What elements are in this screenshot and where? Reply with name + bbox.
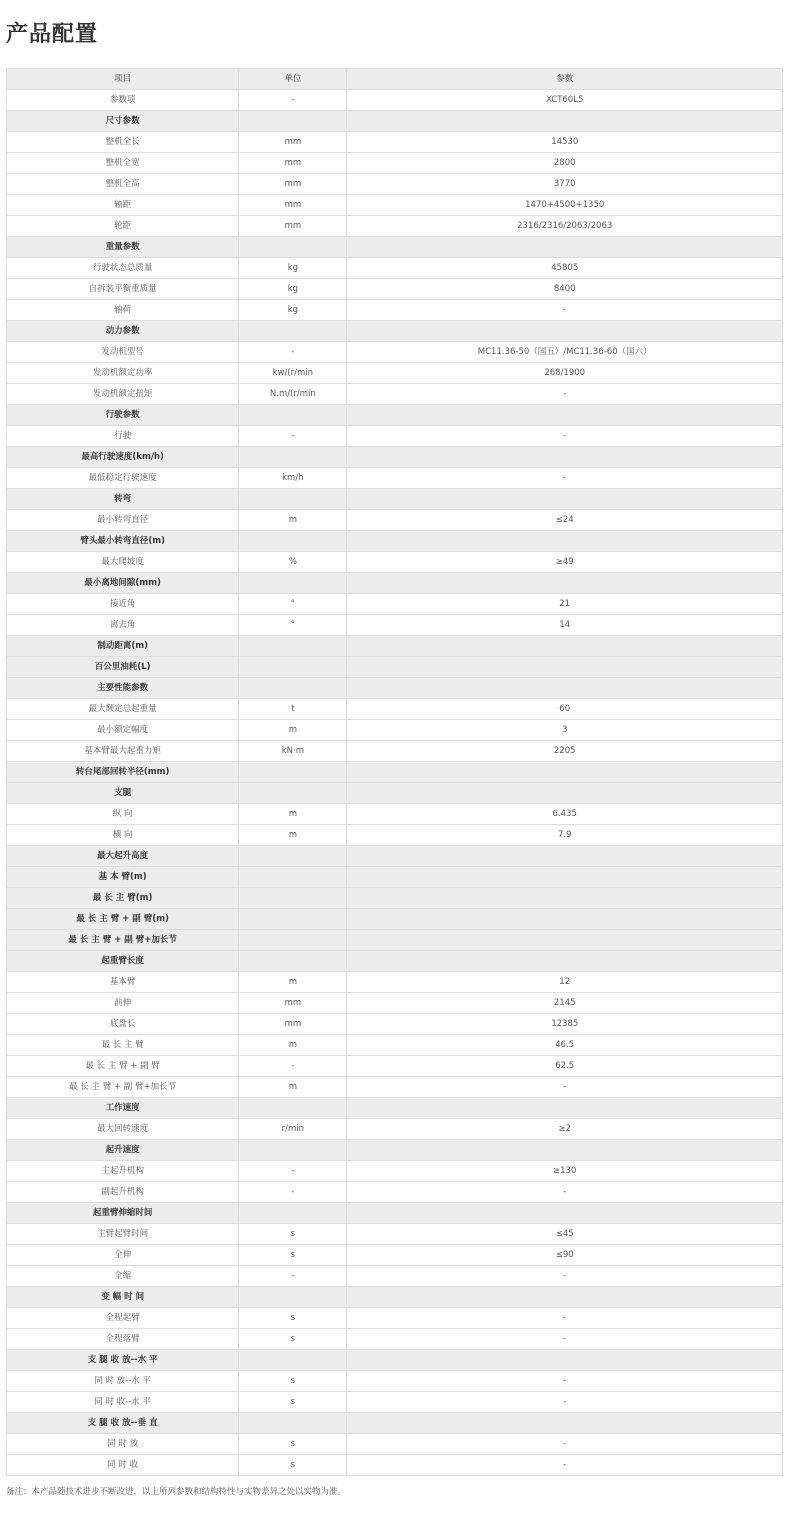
row-name-cell: 轴荷 xyxy=(7,300,239,321)
row-value-cell: 268/1900 xyxy=(347,363,783,384)
row-name-cell: 起重臂长度 xyxy=(7,951,239,972)
row-name-cell: 最大回转速度 xyxy=(7,1119,239,1140)
row-name-cell: 同 时 收 xyxy=(7,1455,239,1476)
row-unit-cell: s xyxy=(239,1329,347,1350)
section-row xyxy=(7,846,783,867)
row-value-cell: 8400 xyxy=(347,279,783,300)
section-row xyxy=(7,111,783,132)
row-value-cell xyxy=(347,1350,783,1371)
row-value-cell xyxy=(347,678,783,699)
row-unit-cell xyxy=(239,888,347,909)
row-unit-cell: m xyxy=(239,510,347,531)
table-row xyxy=(7,720,783,741)
table-row xyxy=(7,615,783,636)
row-value-cell: - xyxy=(347,1455,783,1476)
row-value-cell: ≤45 xyxy=(347,1224,783,1245)
row-value-cell: - xyxy=(347,300,783,321)
row-value-cell: - xyxy=(347,1329,783,1350)
row-value-cell: XCT60L5 xyxy=(347,90,783,111)
header-item: 项目 xyxy=(7,69,239,90)
row-name-cell: 最 长 主 臂 + 副 臂+加长节 xyxy=(7,1077,239,1098)
section-row xyxy=(7,888,783,909)
row-name-cell: 同 时 放--水 平 xyxy=(7,1371,239,1392)
row-value-cell xyxy=(347,447,783,468)
page-title: 产品配置 xyxy=(6,22,99,47)
row-unit-cell: t xyxy=(239,699,347,720)
header-value: 参数 xyxy=(347,69,783,90)
row-unit-cell: ° xyxy=(239,615,347,636)
spec-table-body xyxy=(7,69,783,1476)
row-value-cell xyxy=(347,489,783,510)
table-row xyxy=(7,1119,783,1140)
row-name-cell: 行驶 xyxy=(7,426,239,447)
row-unit-cell: - xyxy=(239,342,347,363)
row-unit-cell: mm xyxy=(239,1014,347,1035)
row-value-cell: ≤90 xyxy=(347,1245,783,1266)
row-name-cell: 全程起臂 xyxy=(7,1308,239,1329)
row-value-cell: ≤24 xyxy=(347,510,783,531)
table-row xyxy=(7,258,783,279)
row-unit-cell xyxy=(239,531,347,552)
row-name-cell: 副起升机构 xyxy=(7,1182,239,1203)
row-name-cell: 最高行驶速度(km/h) xyxy=(7,447,239,468)
row-name-cell: 基 本 臂(m) xyxy=(7,867,239,888)
row-name-cell: 主起升机构 xyxy=(7,1161,239,1182)
row-unit-cell xyxy=(239,657,347,678)
row-unit-cell xyxy=(239,867,347,888)
row-name-cell: 转弯 xyxy=(7,489,239,510)
row-value-cell xyxy=(347,636,783,657)
row-value-cell: MC11.36-50（国五）/MC11.36-60（国六） xyxy=(347,342,783,363)
row-unit-cell: s xyxy=(239,1308,347,1329)
table-row xyxy=(7,993,783,1014)
row-name-cell: 制动距离(m) xyxy=(7,636,239,657)
table-row xyxy=(7,699,783,720)
table-row xyxy=(7,1077,783,1098)
section-row xyxy=(7,405,783,426)
table-row xyxy=(7,1392,783,1413)
row-name-cell: 前伸 xyxy=(7,993,239,1014)
row-name-cell: 基本臂最大起重力矩 xyxy=(7,741,239,762)
row-unit-cell xyxy=(239,237,347,258)
table-row xyxy=(7,804,783,825)
row-name-cell: 发动机型号 xyxy=(7,342,239,363)
section-row xyxy=(7,951,783,972)
row-value-cell: - xyxy=(347,1392,783,1413)
table-row xyxy=(7,1308,783,1329)
table-row xyxy=(7,153,783,174)
row-value-cell: ≥130 xyxy=(347,1161,783,1182)
table-row xyxy=(7,174,783,195)
row-name-cell: 全缩 xyxy=(7,1266,239,1287)
row-name-cell: 整机全高 xyxy=(7,174,239,195)
row-unit-cell: s xyxy=(239,1245,347,1266)
table-row xyxy=(7,1182,783,1203)
row-unit-cell: s xyxy=(239,1371,347,1392)
table-row xyxy=(7,1245,783,1266)
row-value-cell xyxy=(347,531,783,552)
row-name-cell: 起升速度 xyxy=(7,1140,239,1161)
footnote: 备注：本产品随技术进步不断改进，以上所列参数和结构特性与实物差异之处以实物为准。 xyxy=(6,1487,347,1497)
row-name-cell: 参数项 xyxy=(7,90,239,111)
row-name-cell: 最小转弯直径 xyxy=(7,510,239,531)
row-value-cell: 12 xyxy=(347,972,783,993)
row-name-cell: 最大爬坡度 xyxy=(7,552,239,573)
section-row xyxy=(7,1413,783,1434)
row-value-cell: - xyxy=(347,426,783,447)
row-name-cell: 同 时 放 xyxy=(7,1434,239,1455)
row-value-cell: 6.435 xyxy=(347,804,783,825)
row-value-cell: 21 xyxy=(347,594,783,615)
row-name-cell: 整机全长 xyxy=(7,132,239,153)
row-value-cell: 2145 xyxy=(347,993,783,1014)
row-value-cell: - xyxy=(347,1371,783,1392)
row-value-cell xyxy=(347,867,783,888)
table-row xyxy=(7,825,783,846)
row-value-cell: 46.5 xyxy=(347,1035,783,1056)
table-row xyxy=(7,216,783,237)
row-value-cell xyxy=(347,762,783,783)
table-row xyxy=(7,132,783,153)
row-name-cell: 最 长 主 臂 + 副 臂(m) xyxy=(7,909,239,930)
row-unit-cell xyxy=(239,489,347,510)
row-unit-cell: mm xyxy=(239,216,347,237)
row-unit-cell: s xyxy=(239,1434,347,1455)
row-name-cell: 最大额定总起重量 xyxy=(7,699,239,720)
table-row xyxy=(7,426,783,447)
row-value-cell xyxy=(347,237,783,258)
section-row xyxy=(7,636,783,657)
row-unit-cell xyxy=(239,1350,347,1371)
section-row xyxy=(7,762,783,783)
row-value-cell: - xyxy=(347,384,783,405)
row-value-cell: - xyxy=(347,468,783,489)
row-unit-cell: % xyxy=(239,552,347,573)
section-row xyxy=(7,489,783,510)
section-row xyxy=(7,1287,783,1308)
section-row xyxy=(7,321,783,342)
row-unit-cell xyxy=(239,1140,347,1161)
row-name-cell: 转台尾部回转半径(mm) xyxy=(7,762,239,783)
row-value-cell: 60 xyxy=(347,699,783,720)
row-unit-cell: mm xyxy=(239,174,347,195)
row-name-cell: 最小额定幅度 xyxy=(7,720,239,741)
row-name-cell: 起重臂伸缩时间 xyxy=(7,1203,239,1224)
row-unit-cell: - xyxy=(239,90,347,111)
row-name-cell: 主臂起臂时间 xyxy=(7,1224,239,1245)
row-value-cell xyxy=(347,1140,783,1161)
table-row xyxy=(7,1035,783,1056)
row-unit-cell xyxy=(239,1203,347,1224)
row-value-cell xyxy=(347,405,783,426)
section-row xyxy=(7,678,783,699)
row-value-cell xyxy=(347,1287,783,1308)
section-row xyxy=(7,1098,783,1119)
row-unit-cell: m xyxy=(239,720,347,741)
row-unit-cell: kg xyxy=(239,279,347,300)
section-row xyxy=(7,1203,783,1224)
row-name-cell: 底盘长 xyxy=(7,1014,239,1035)
row-value-cell: 1470+4500+1350 xyxy=(347,195,783,216)
row-unit-cell: m xyxy=(239,825,347,846)
row-name-cell: 整机全宽 xyxy=(7,153,239,174)
header-unit: 单位 xyxy=(239,69,347,90)
row-name-cell: 轴距 xyxy=(7,195,239,216)
table-row xyxy=(7,1224,783,1245)
row-value-cell xyxy=(347,1203,783,1224)
table-row xyxy=(7,552,783,573)
row-name-cell: 全程落臂 xyxy=(7,1329,239,1350)
row-name-cell: 轮距 xyxy=(7,216,239,237)
row-name-cell: 横 向 xyxy=(7,825,239,846)
table-row xyxy=(7,972,783,993)
row-unit-cell: s xyxy=(239,1455,347,1476)
row-unit-cell xyxy=(239,405,347,426)
row-name-cell: 支 腿 收 放--垂 直 xyxy=(7,1413,239,1434)
row-name-cell: 最大起升高度 xyxy=(7,846,239,867)
row-unit-cell: m xyxy=(239,1035,347,1056)
row-unit-cell: mm xyxy=(239,132,347,153)
row-value-cell xyxy=(347,888,783,909)
row-name-cell: 发动机额定功率 xyxy=(7,363,239,384)
table-row xyxy=(7,195,783,216)
row-value-cell xyxy=(347,321,783,342)
spec-table xyxy=(6,68,783,1476)
row-name-cell: 接近角 xyxy=(7,594,239,615)
section-row xyxy=(7,657,783,678)
row-unit-cell: s xyxy=(239,1392,347,1413)
row-value-cell xyxy=(347,1098,783,1119)
row-unit-cell: km/h xyxy=(239,468,347,489)
row-value-cell: - xyxy=(347,1077,783,1098)
table-row xyxy=(7,468,783,489)
row-name-cell: 最 长 主 臂 + 副 臂 xyxy=(7,1056,239,1077)
section-row xyxy=(7,930,783,951)
table-row xyxy=(7,90,783,111)
row-unit-cell xyxy=(239,909,347,930)
table-row xyxy=(7,384,783,405)
row-unit-cell xyxy=(239,636,347,657)
row-name-cell: 动力参数 xyxy=(7,321,239,342)
table-row xyxy=(7,1161,783,1182)
row-name-cell: 行驶状态总质量 xyxy=(7,258,239,279)
row-value-cell xyxy=(347,930,783,951)
row-value-cell xyxy=(347,1413,783,1434)
row-unit-cell: - xyxy=(239,1056,347,1077)
table-row xyxy=(7,1056,783,1077)
row-value-cell: 62.5 xyxy=(347,1056,783,1077)
section-row xyxy=(7,1140,783,1161)
section-row xyxy=(7,237,783,258)
row-value-cell: 3 xyxy=(347,720,783,741)
row-unit-cell xyxy=(239,1287,347,1308)
row-unit-cell: - xyxy=(239,1266,347,1287)
row-unit-cell: mm xyxy=(239,993,347,1014)
row-value-cell: 2205 xyxy=(347,741,783,762)
row-unit-cell xyxy=(239,783,347,804)
row-name-cell: 支腿 xyxy=(7,783,239,804)
row-value-cell: 14530 xyxy=(347,132,783,153)
row-name-cell: 最 长 主 臂(m) xyxy=(7,888,239,909)
row-unit-cell: mm xyxy=(239,195,347,216)
row-unit-cell: m xyxy=(239,804,347,825)
row-unit-cell: kg xyxy=(239,300,347,321)
row-value-cell: 7.9 xyxy=(347,825,783,846)
row-name-cell: 基本臂 xyxy=(7,972,239,993)
section-row xyxy=(7,531,783,552)
table-row xyxy=(7,363,783,384)
row-name-cell: 工作速度 xyxy=(7,1098,239,1119)
row-name-cell: 最 长 主 臂 xyxy=(7,1035,239,1056)
section-row xyxy=(7,783,783,804)
row-unit-cell xyxy=(239,762,347,783)
table-row xyxy=(7,279,783,300)
row-value-cell: 3770 xyxy=(347,174,783,195)
row-unit-cell: kN·m xyxy=(239,741,347,762)
row-unit-cell: mm xyxy=(239,153,347,174)
row-unit-cell xyxy=(239,447,347,468)
table-row xyxy=(7,1266,783,1287)
table-header-row xyxy=(7,69,783,90)
row-unit-cell xyxy=(239,846,347,867)
row-name-cell: 发动机额定扭矩 xyxy=(7,384,239,405)
row-name-cell: 纵 向 xyxy=(7,804,239,825)
row-value-cell xyxy=(347,909,783,930)
row-unit-cell xyxy=(239,1098,347,1119)
row-unit-cell: r/min xyxy=(239,1119,347,1140)
table-row xyxy=(7,1455,783,1476)
row-unit-cell: - xyxy=(239,426,347,447)
row-unit-cell xyxy=(239,1413,347,1434)
row-value-cell: - xyxy=(347,1308,783,1329)
row-name-cell: 百公里油耗(L) xyxy=(7,657,239,678)
row-unit-cell: - xyxy=(239,1182,347,1203)
table-row xyxy=(7,741,783,762)
table-row xyxy=(7,1434,783,1455)
row-value-cell: ≥49 xyxy=(347,552,783,573)
row-value-cell xyxy=(347,657,783,678)
section-row xyxy=(7,1350,783,1371)
section-row xyxy=(7,573,783,594)
row-value-cell: ≥2 xyxy=(347,1119,783,1140)
row-unit-cell: s xyxy=(239,1224,347,1245)
row-name-cell: 全伸 xyxy=(7,1245,239,1266)
row-unit-cell: m xyxy=(239,972,347,993)
row-name-cell: 重量参数 xyxy=(7,237,239,258)
row-name-cell: 自拆装平衡重质量 xyxy=(7,279,239,300)
row-value-cell: - xyxy=(347,1182,783,1203)
section-row xyxy=(7,447,783,468)
table-row xyxy=(7,594,783,615)
row-unit-cell: m xyxy=(239,1077,347,1098)
row-name-cell: 最低稳定行驶速度 xyxy=(7,468,239,489)
row-name-cell: 主要性能参数 xyxy=(7,678,239,699)
table-row xyxy=(7,300,783,321)
row-value-cell: 45805 xyxy=(347,258,783,279)
row-unit-cell xyxy=(239,930,347,951)
row-name-cell: 最小离地间隙(mm) xyxy=(7,573,239,594)
table-row xyxy=(7,510,783,531)
row-unit-cell: kw/(r/min xyxy=(239,363,347,384)
row-value-cell: 12385 xyxy=(347,1014,783,1035)
row-value-cell: 14 xyxy=(347,615,783,636)
row-value-cell: 2800 xyxy=(347,153,783,174)
row-value-cell: 2316/2316/2063/2063 xyxy=(347,216,783,237)
row-unit-cell: - xyxy=(239,1161,347,1182)
row-name-cell: 离去角 xyxy=(7,615,239,636)
table-row xyxy=(7,1371,783,1392)
table-row xyxy=(7,1329,783,1350)
table-row xyxy=(7,342,783,363)
row-name-cell: 支 腿 收 放--水 平 xyxy=(7,1350,239,1371)
row-name-cell: 同 时 收--水 平 xyxy=(7,1392,239,1413)
row-name-cell: 最 长 主 臂 + 副 臂+加长节 xyxy=(7,930,239,951)
row-unit-cell xyxy=(239,321,347,342)
row-value-cell xyxy=(347,846,783,867)
section-row xyxy=(7,909,783,930)
row-name-cell: 变 幅 时 间 xyxy=(7,1287,239,1308)
table-row xyxy=(7,1014,783,1035)
row-unit-cell xyxy=(239,111,347,132)
row-unit-cell: ° xyxy=(239,594,347,615)
row-unit-cell: N.m/(r/min xyxy=(239,384,347,405)
row-unit-cell xyxy=(239,573,347,594)
row-value-cell xyxy=(347,573,783,594)
row-value-cell: - xyxy=(347,1434,783,1455)
row-unit-cell xyxy=(239,951,347,972)
section-row xyxy=(7,867,783,888)
row-name-cell: 行驶参数 xyxy=(7,405,239,426)
row-unit-cell: kg xyxy=(239,258,347,279)
row-unit-cell xyxy=(239,678,347,699)
row-name-cell: 尺寸参数 xyxy=(7,111,239,132)
row-value-cell xyxy=(347,951,783,972)
row-name-cell: 臂头最小转弯直径(m) xyxy=(7,531,239,552)
row-value-cell xyxy=(347,111,783,132)
row-value-cell: - xyxy=(347,1266,783,1287)
row-value-cell xyxy=(347,783,783,804)
